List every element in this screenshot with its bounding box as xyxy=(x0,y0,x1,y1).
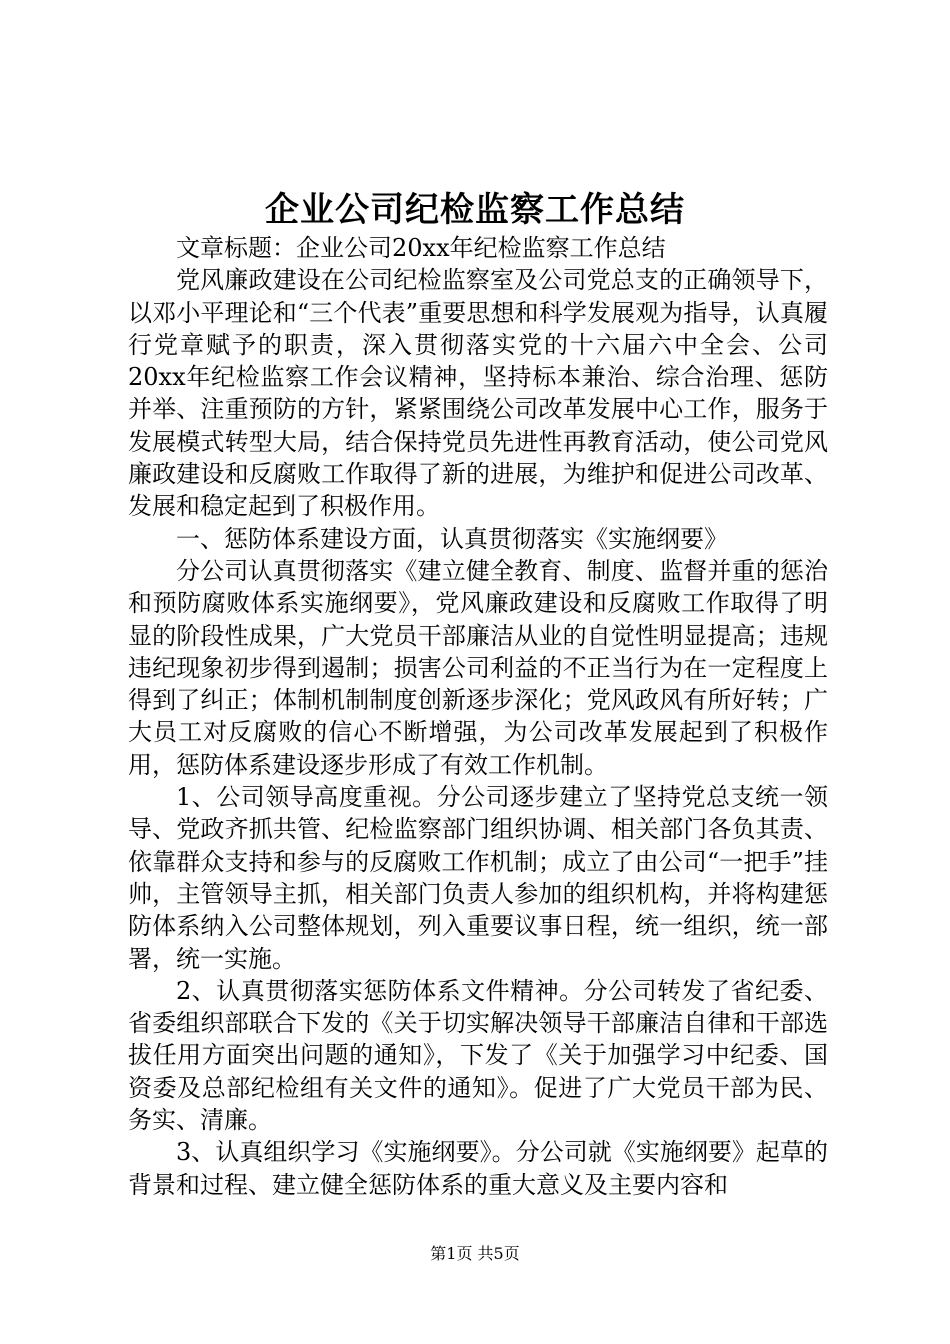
paragraph-intro: 党风廉政建设在公司纪检监察室及公司党总支的正确领导下，以邓小平理论和“三个代表”重要思想和科学发展观为指导，认真履行党章赋予的职责，深入贯彻落实党的十六届六中全会、公司20xx年纪检监察工作会议精神，坚持标本兼治、综合治理、惩防并举、注重预防的方针，紧紧围绕公司改革发展中心工作，服务于发展模式转型大局，结合保持党员先进性再教育活动，使公司党风廉政建设和反腐败工作取得了新的进展，为维护和促进公司改革、发展和稳定起到了积极作用。 xyxy=(128,266,828,521)
document-body xyxy=(128,232,828,1201)
article-title-line: 文章标题：企业公司20xx年纪检监察工作总结 xyxy=(176,234,666,262)
paragraph-item-2: 2、认真贯彻落实惩防体系文件精神。分公司转发了省纪委、省委组织部联合下发的《关于切实解决领导干部廉洁自律和干部选拔任用方面突出问题的通知》，下发了《关于加强学习中纪委、国资委及总部纪检组有关文件的通知》。促进了广大党员干部为民、务实、清廉。 xyxy=(128,976,828,1135)
paragraph-section-1: 分公司认真贯彻落实《建立健全教育、制度、监督并重的惩治和预防腐败体系实施纲要》，党风廉政建设和反腐败工作取得了明显的阶段性成果，广大党员干部廉洁从业的自觉性明显提高；违规违纪现象初步得到遏制；损害公司利益的不正当行为在一定程度上得到了纠正；体制机制制度创新逐步深化；党风政风有所好转；广大员工对反腐败的信心不断增强，为公司改革发展起到了积极作用，惩防体系建设逐步形成了有效工作机制。 xyxy=(128,556,828,779)
paragraph-item-3: 3、认真组织学习《实施纲要》。分公司就《实施纲要》起草的背景和过程、建立健全惩防体系的重大意义及主要内容和 xyxy=(128,1138,828,1199)
paragraph-item-1: 1、公司领导高度重视。分公司逐步建立了坚持党总支统一领导、党政齐抓共管、纪检监察部门组织协调、相关部门各负其责、依靠群众支持和参与的反腐败工作机制；成立了由公司“一把手”挂帅，主管领导主抓，相关部门负责人参加的组织机构，并将构建惩防体系纳入公司整体规划，列入重要议事日程，统一组织，统一部署，统一实施。 xyxy=(128,783,828,973)
section-heading-1: 一、惩防体系建设方面，认真贯彻落实《实施纲要》 xyxy=(176,524,728,553)
document-title: 企业公司纪检监察工作总结 xyxy=(265,190,685,230)
page-number-footer: 第1页 共5页 xyxy=(430,1244,520,1263)
